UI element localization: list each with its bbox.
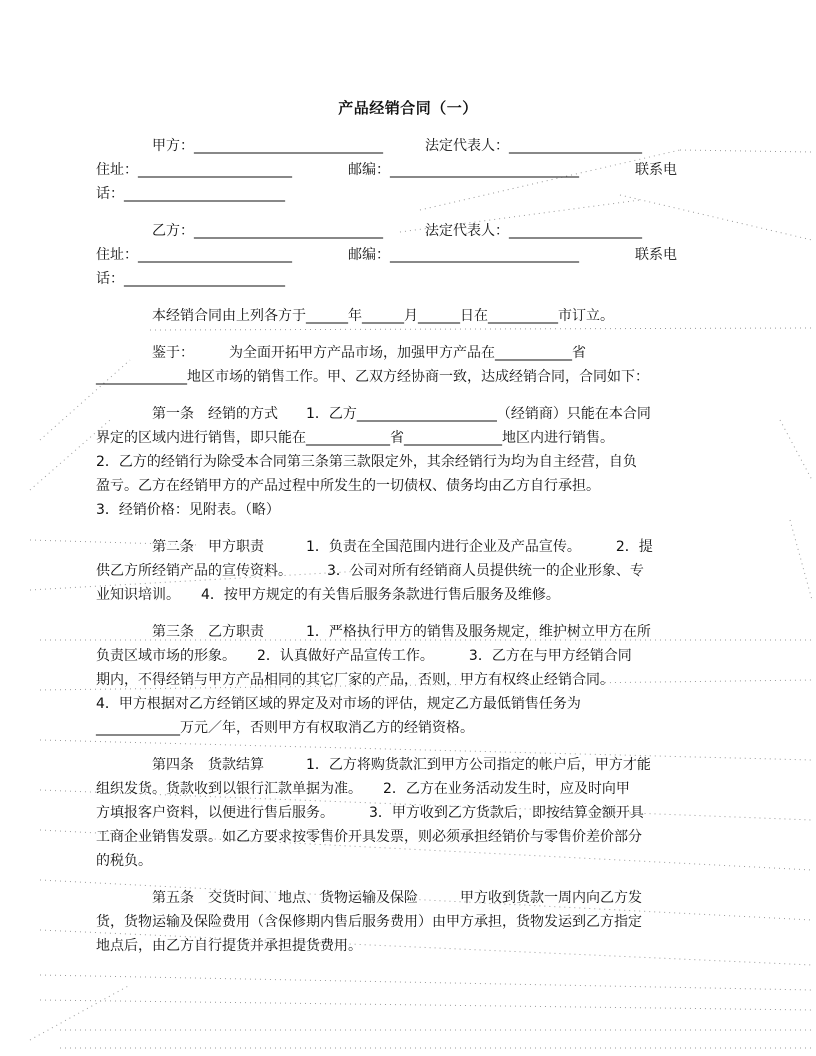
article-4-line-3 (96, 805, 728, 821)
preamble-line-1 (96, 345, 728, 361)
party-b-line (96, 223, 728, 239)
text-line: 负责区域市场的形象。 2．认真做好产品宣传工作。 3．乙方在与甲方经销合同 (96, 648, 632, 664)
text-line: 组织发货。货款收到以银行汇款单据为准。 2．乙方在业务活动发生时，应及时向甲 (96, 781, 630, 797)
text-line: 地点后，由乙方自行提货并承担提货费用。 (96, 938, 362, 954)
article-5-line-1 (96, 890, 728, 906)
text-line: 第四条 货款结算 1．乙方将购货款汇到甲方公司指定的帐户后，甲方才能 (96, 757, 651, 773)
article-1-line-4 (96, 478, 728, 494)
text-line: 鉴于： 为全面开拓甲方产品市场，加强甲方产品在___________省 (96, 345, 586, 361)
article-4-line-1 (96, 757, 728, 773)
article-2-line-1 (96, 539, 728, 555)
text-line: _____________地区市场的销售工作。甲、乙双方经协商一致，达成经销合同，合同如下： (96, 369, 649, 385)
text-line: 第一条 经销的方式 1．乙方____________________（经销商）只能在本合同 (96, 406, 651, 422)
article-4-line-5 (96, 853, 728, 869)
article-3-line-3 (96, 672, 728, 688)
party-a-line (96, 138, 728, 154)
text-line: 第二条 甲方职责 1．负责在全国范围内进行企业及产品宣传。 2．提 (96, 539, 653, 555)
text-line: 话：_______________________ (96, 271, 285, 287)
text-line: 期内，不得经销与甲方产品相同的其它厂家的产品，否则，甲方有权终止经销合同。 (96, 672, 614, 688)
party-b-address-line (96, 247, 728, 263)
document-title: 产品经销合同（一） (338, 99, 478, 117)
text-line: 2．乙方的经销行为除受本合同第三条第三款限定外，其余经销行为均为自主经营，自负 (96, 454, 637, 470)
text-line: 第五条 交货时间、地点、货物运输及保险 甲方收到货款一周内向乙方发 (96, 890, 642, 906)
article-1-line-1 (96, 406, 728, 422)
party-b-phone-line (96, 271, 728, 287)
article-2-line-2 (96, 563, 728, 579)
article-4-line-4 (96, 829, 728, 845)
text-line: 第三条 乙方职责 1．严格执行甲方的销售及服务规定，维护树立甲方在所 (96, 624, 651, 640)
article-3-line-5 (96, 720, 728, 736)
text-line: 乙方：___________________________ 法定代表人：___________________ (96, 223, 642, 239)
text-line: 业知识培训。 4．按甲方规定的有关售后服务条款进行售后服务及维修。 (96, 587, 560, 603)
text-line: 本经销合同由上列各方于______年______月______日在__________市订立。 (96, 308, 614, 324)
contract-signing-line (96, 308, 728, 324)
text-line: 界定的区域内进行销售，即只能在____________省______________地区内进行销售。 (96, 430, 614, 446)
text-line: 方填报客户资料，以便进行售后服务。 3．甲方收到乙方货款后，即按结算金额开具 (96, 805, 644, 821)
text-line: 住址：______________________ 邮编：___________________________ 联系电 (96, 162, 677, 178)
article-3-line-4 (96, 696, 728, 712)
party-a-address-line (96, 162, 728, 178)
text-line: 工商企业销售发票。如乙方要求按零售价开具发票，则必须承担经销价与零售价差价部分 (96, 829, 642, 845)
text-line: 盈亏。乙方在经销甲方的产品过程中所发生的一切债权、债务均由乙方自行承担。 (96, 478, 600, 494)
article-4-line-2 (96, 781, 728, 797)
text-line: 4．甲方根据对乙方经销区域的界定及对市场的评估，规定乙方最低销售任务为 (96, 696, 581, 712)
text-line: 的税负。 (96, 853, 152, 869)
text-line: 3．经销价格：见附表。（略） (96, 502, 280, 518)
text-line: 住址：______________________ 邮编：___________________________ 联系电 (96, 247, 677, 263)
article-5-line-2 (96, 914, 728, 930)
preamble-line-2 (96, 369, 728, 385)
article-2-line-3 (96, 587, 728, 603)
article-5-line-3 (96, 938, 728, 954)
party-a-phone-line (96, 186, 728, 202)
text-line: 供乙方所经销产品的宣传资料。 3．公司对所有经销商人员提供统一的企业形象、专 (96, 563, 644, 579)
text-line: 话：_______________________ (96, 186, 285, 202)
text-line: ____________万元／年，否则甲方有权取消乙方的经销资格。 (96, 720, 474, 736)
article-1-line-3 (96, 454, 728, 470)
text-line: 货，货物运输及保险费用（含保修期内售后服务费用）由甲方承担，货物发运到乙方指定 (96, 914, 642, 930)
article-1-line-2 (96, 430, 728, 446)
text-line: 甲方：___________________________ 法定代表人：___________________ (96, 138, 642, 154)
article-1-line-5 (96, 502, 728, 518)
article-3-line-1 (96, 624, 728, 640)
article-3-line-2 (96, 648, 728, 664)
